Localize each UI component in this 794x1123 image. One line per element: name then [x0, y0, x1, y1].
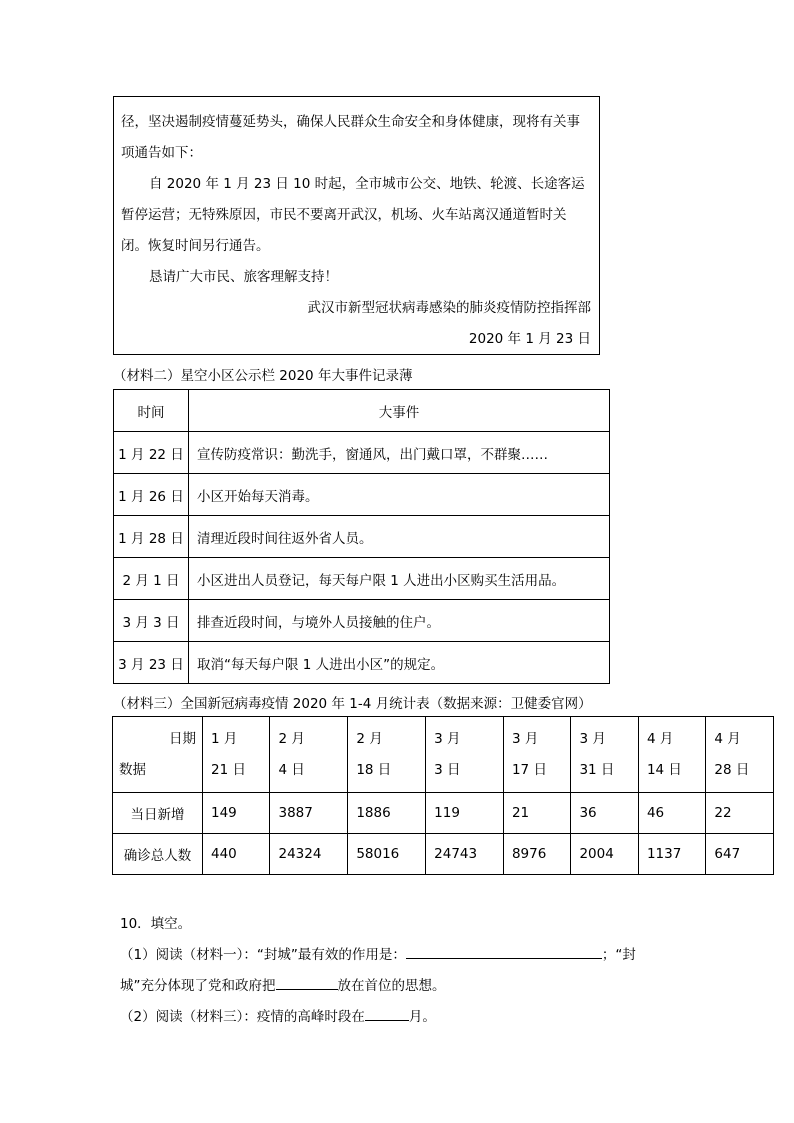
date-cell: 3 月 17 日 — [503, 717, 570, 793]
total-cases-cell: 2004 — [571, 834, 638, 875]
event-text: 小区开始每天消毒。 — [189, 474, 610, 516]
date-cell: 2 月 18 日 — [348, 717, 426, 793]
new-cases-cell: 3887 — [270, 793, 348, 834]
event-table — [113, 389, 610, 684]
event-text: 宣传防疫常识：勤洗手，窗通风，出门戴口罩，不群聚…… — [189, 432, 610, 474]
answer-blank-2[interactable] — [276, 973, 338, 990]
corner-cell — [113, 717, 203, 793]
table-row — [114, 474, 610, 516]
date-cell: 3 月 31 日 — [571, 717, 638, 793]
notice-box — [113, 96, 600, 355]
total-cases-cell: 647 — [706, 834, 774, 875]
new-cases-cell: 21 — [503, 793, 570, 834]
new-cases-cell: 119 — [426, 793, 504, 834]
notice-text-2: 自 2020 年 1 月 23 日 10 时起，全市城市公交、地铁、轮渡、长途客运暂停运营；无特殊原因，市民不要离开武汉，机场、火车站离汉通道暂时关闭。恢复时间另行通告。 — [121, 176, 585, 254]
header-time: 时间 — [114, 390, 189, 432]
material2-caption: （材料二）星空小区公示栏 2020 年大事件记录薄 — [113, 368, 413, 384]
question-block — [120, 909, 680, 1033]
table-row — [114, 516, 610, 558]
table-row — [114, 642, 610, 684]
question-1-line-1: （1）阅读（材料一）：“封城”最有效的作用是： ；“封 — [120, 940, 680, 971]
notice-text-3: 恳请广大市民、旅客理解支持！ — [149, 269, 338, 285]
total-cases-cell: 24743 — [426, 834, 504, 875]
corner-bottom-label: 数据 — [119, 761, 146, 778]
event-date: 1 月 28 日 — [114, 516, 189, 558]
date-header-row — [113, 717, 774, 793]
question-title: 10．填空。 — [120, 916, 192, 932]
new-cases-row — [113, 793, 774, 834]
answer-blank-3[interactable] — [365, 1004, 409, 1021]
table-row — [114, 432, 610, 474]
date-cell: 1 月 21 日 — [203, 717, 270, 793]
event-text: 清理近段时间往返外省人员。 — [189, 516, 610, 558]
event-date: 3 月 3 日 — [114, 600, 189, 642]
new-cases-cell: 46 — [638, 793, 705, 834]
event-date: 3 月 23 日 — [114, 642, 189, 684]
new-cases-cell: 1886 — [348, 793, 426, 834]
total-cases-cell: 440 — [203, 834, 270, 875]
answer-blank-1[interactable] — [406, 942, 602, 959]
table-row — [114, 558, 610, 600]
question-1-line-2: 城”充分体现了党和政府把 放在首位的思想。 — [120, 971, 680, 1002]
total-cases-cell: 1137 — [638, 834, 705, 875]
notice-signature: 武汉市新型冠状病毒感染的肺炎疫情防控指挥部 — [307, 300, 591, 316]
event-date: 1 月 26 日 — [114, 474, 189, 516]
new-cases-cell: 22 — [706, 793, 774, 834]
event-text: 小区进出人员登记，每天每户限 1 人进出小区购买生活用品。 — [189, 558, 610, 600]
statistics-table — [112, 716, 774, 875]
total-cases-label: 确诊总人数 — [113, 834, 203, 875]
date-cell: 3 月 3 日 — [426, 717, 504, 793]
header-event: 大事件 — [189, 390, 610, 432]
event-date: 1 月 22 日 — [114, 432, 189, 474]
date-cell: 2 月 4 日 — [270, 717, 348, 793]
total-cases-row — [113, 834, 774, 875]
total-cases-cell: 58016 — [348, 834, 426, 875]
total-cases-cell: 24324 — [270, 834, 348, 875]
event-text: 排查近段时间，与境外人员接触的住户。 — [189, 600, 610, 642]
table-row — [114, 600, 610, 642]
new-cases-label: 当日新增 — [113, 793, 203, 834]
total-cases-cell: 8976 — [503, 834, 570, 875]
date-cell: 4 月 28 日 — [706, 717, 774, 793]
question-2: （2）阅读（材料三）：疫情的高峰时段在 月。 — [120, 1002, 680, 1033]
date-cell: 4 月 14 日 — [638, 717, 705, 793]
table-header-row — [114, 390, 610, 432]
event-text: 取消“每天每户限 1 人进出小区”的规定。 — [189, 642, 610, 684]
notice-date: 2020 年 1 月 23 日 — [468, 331, 591, 347]
notice-text-1: 径，坚决遏制疫情蔓延势头，确保人民群众生命安全和身体健康，现将有关事项通告如下： — [121, 114, 580, 161]
new-cases-cell: 36 — [571, 793, 638, 834]
material3-caption: （材料三）全国新冠病毒疫情 2020 年 1-4 月统计表（数据来源：卫健委官网） — [113, 696, 592, 712]
corner-top-label: 日期 — [169, 730, 196, 747]
new-cases-cell: 149 — [203, 793, 270, 834]
event-date: 2 月 1 日 — [114, 558, 189, 600]
